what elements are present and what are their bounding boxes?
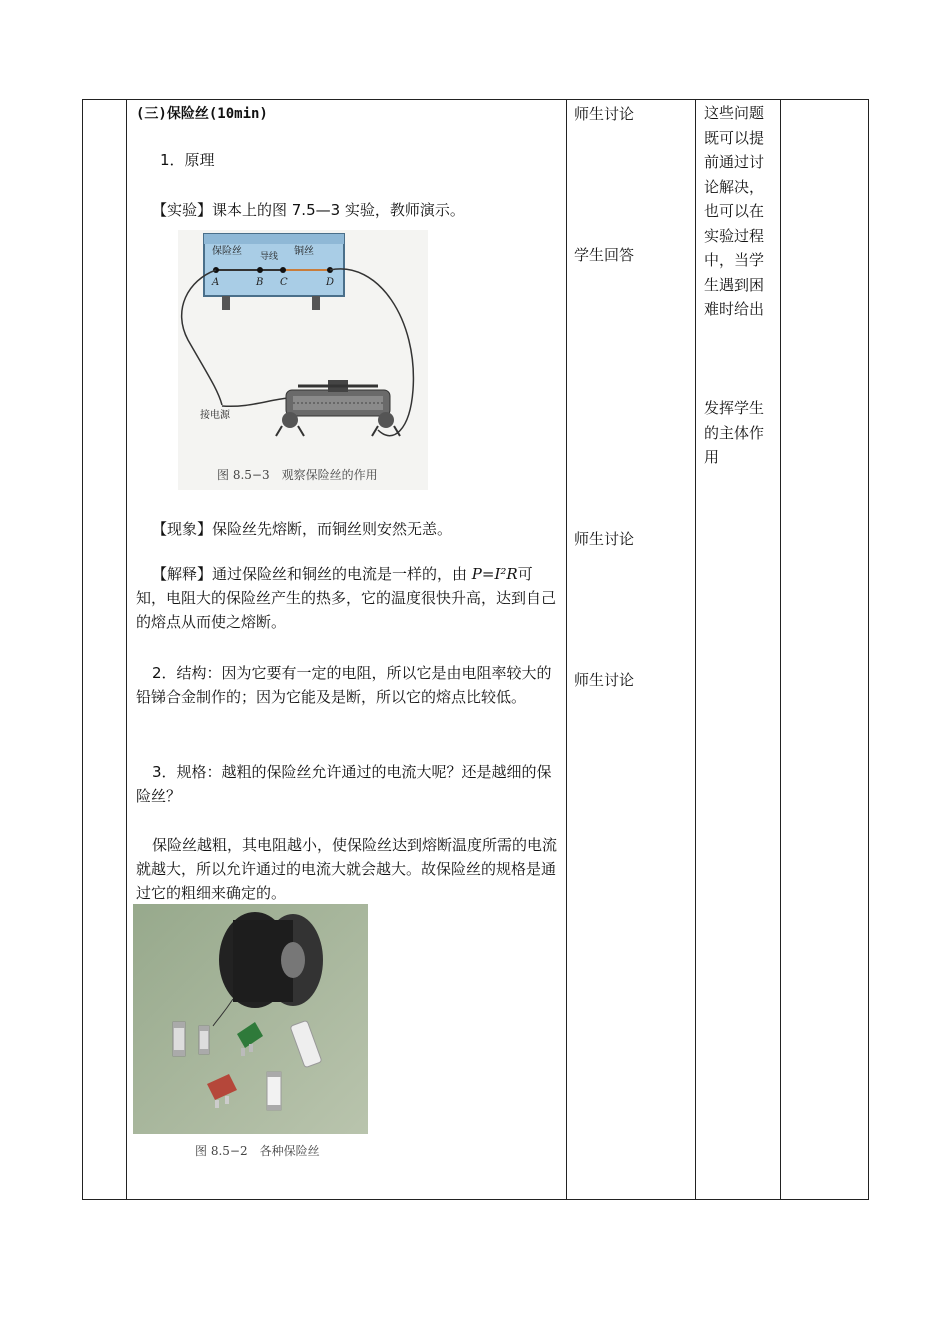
principle-title: 1．原理 bbox=[160, 151, 215, 169]
content-cell bbox=[126, 100, 566, 1199]
experiment-figure bbox=[178, 230, 428, 490]
explanation-text bbox=[136, 562, 558, 634]
spec-answer: 保险丝越粗，其电阻越小，使保险丝达到熔断温度所需的电流就越大，所以允许通过的电流大就会越大。故保险丝的规格是通过它的粗细来确定的。 bbox=[136, 836, 558, 902]
note-timing: 这些问题既可以提前通过讨论解决，也可以在实验过程中，当学生遇到困难时给出 bbox=[704, 104, 765, 318]
point-d-label: D bbox=[326, 277, 335, 288]
experiment-text: 【实验】课本上的图 7.5—3 实验，教师演示。 bbox=[152, 201, 465, 219]
note-student-role: 发挥学生的主体作用 bbox=[704, 399, 765, 466]
point-a-label: A bbox=[212, 277, 220, 288]
apparatus-illustration bbox=[178, 230, 428, 490]
structure-text: 2．结构：因为它要有一定的电阻，所以它是由电阻率较大的铅锑合金制作的；因为它能及是断，所以它的熔点比较低。 bbox=[136, 664, 552, 706]
point-b-label: B bbox=[256, 277, 264, 288]
power-label: 接电源 bbox=[200, 410, 230, 421]
wire-label: 导线 bbox=[260, 252, 279, 262]
activity-discussion-3: 师生讨论 bbox=[574, 671, 635, 689]
power-formula: P=I²R bbox=[471, 565, 518, 583]
activity-discussion-2: 师生讨论 bbox=[574, 530, 635, 548]
spec-question: 3．规格：越粗的保险丝允许通过的电流大呢？还是越细的保险丝？ bbox=[136, 763, 552, 805]
point-c-label: C bbox=[280, 277, 288, 288]
fuse-label: 保险丝 bbox=[212, 246, 242, 257]
section-heading: (三)保险丝(10min) bbox=[136, 106, 268, 122]
activity-cell bbox=[566, 100, 695, 1199]
phenomenon-text: 【现象】保险丝先熔断，而铜丝则安然无恙。 bbox=[152, 520, 453, 538]
explanation-part2: 可知，电阻大的保险丝产生的热多，它的温度很快升高，达到自己的熔点从而使之熔断。 bbox=[136, 565, 557, 631]
activity-discussion-1: 师生讨论 bbox=[574, 105, 635, 123]
fuses-photo bbox=[133, 904, 368, 1134]
activity-student-answer: 学生回答 bbox=[574, 246, 635, 264]
copper-label: 铜丝 bbox=[294, 246, 314, 257]
figure2-caption: 图 8.5−2 各种保险丝 bbox=[195, 1144, 320, 1158]
explanation-part1: 【解释】通过保险丝和铜丝的电流是一样的，由 bbox=[152, 565, 472, 583]
fuses-illustration bbox=[133, 904, 368, 1134]
notes-cell bbox=[695, 100, 780, 1199]
lesson-table bbox=[82, 99, 869, 1200]
figure1-caption: 图 8.5−3 观察保险丝的作用 bbox=[217, 468, 378, 482]
column-divider bbox=[780, 100, 781, 1199]
